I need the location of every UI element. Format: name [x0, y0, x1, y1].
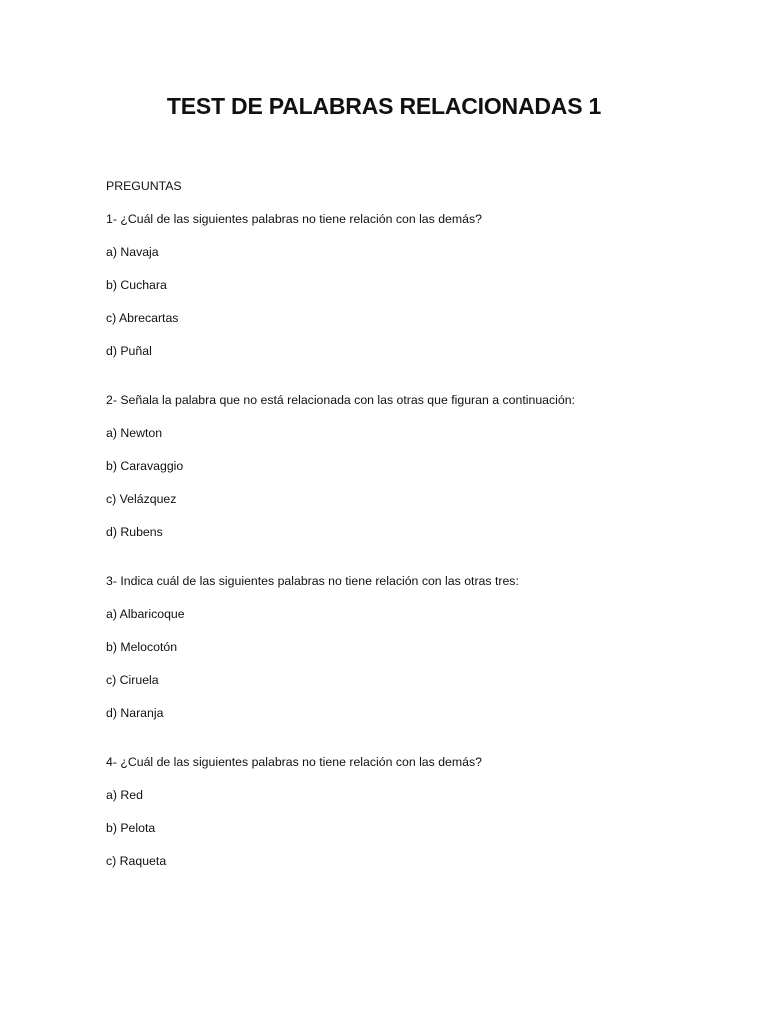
option-a: a) Red	[106, 788, 143, 802]
option-d: d) Puñal	[106, 344, 152, 358]
question-text: 1- ¿Cuál de las siguientes palabras no tiene relación con las demás?	[106, 212, 482, 226]
document-title: TEST DE PALABRAS RELACIONADAS 1	[166, 93, 602, 119]
option-c: c) Ciruela	[106, 673, 159, 687]
question-4	[106, 754, 726, 869]
option-c: c) Abrecartas	[106, 311, 179, 325]
option-b: b) Pelota	[106, 821, 156, 835]
option-d: d) Rubens	[106, 525, 163, 539]
section-label: PREGUNTAS	[106, 179, 182, 193]
question-2	[106, 392, 726, 540]
option-c: c) Velázquez	[106, 492, 177, 506]
question-text: 3- Indica cuál de las siguientes palabras no tiene relación con las otras tres:	[106, 574, 519, 588]
question-1	[106, 211, 726, 359]
question-text: 4- ¿Cuál de las siguientes palabras no tiene relación con las demás?	[106, 755, 482, 769]
option-b: b) Caravaggio	[106, 459, 184, 473]
question-3	[106, 573, 726, 721]
option-a: a) Newton	[106, 426, 163, 440]
option-a: a) Navaja	[106, 245, 159, 259]
option-b: b) Melocotón	[106, 640, 178, 654]
option-b: b) Cuchara	[106, 278, 167, 292]
question-text: 2- Señala la palabra que no está relacionada con las otras que figuran a continuación:	[106, 393, 575, 407]
document-body	[106, 178, 726, 902]
option-d: d) Naranja	[106, 706, 164, 720]
option-c: c) Raqueta	[106, 854, 167, 868]
option-a: a) Albaricoque	[106, 607, 185, 621]
